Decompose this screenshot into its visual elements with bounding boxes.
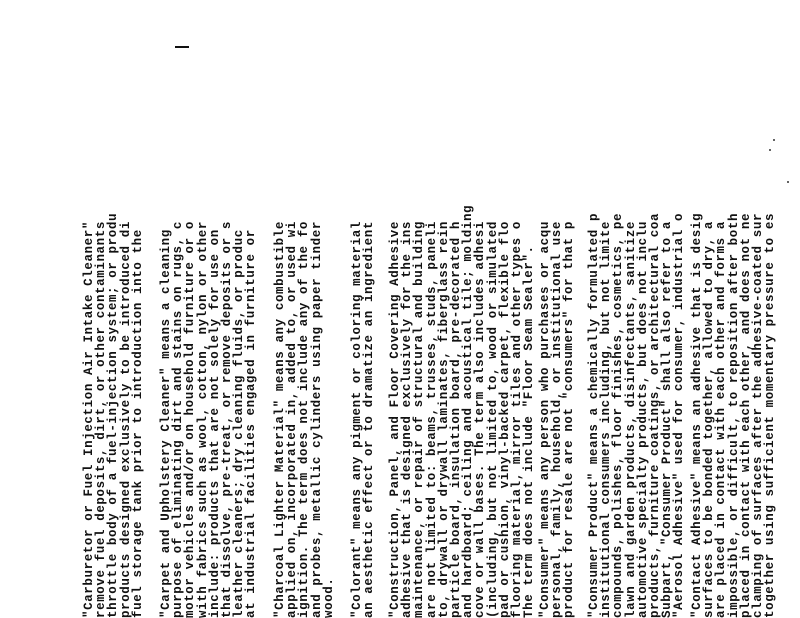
text-line: an aesthetic effect or to dramatize an ingredient (362, 221, 377, 618)
text-line: clamping of surfaces after the adhesive-coated sur (751, 212, 766, 618)
text-line: personal, family, household, or institutional use (550, 221, 565, 618)
text-line: product for resale are not "consumers" for that p (562, 221, 577, 618)
text-line: products designed exclusively to be introduced di (118, 221, 133, 618)
paragraph-construction-adhesive (389, 0, 535, 618)
paragraph-consumer (539, 0, 576, 618)
text-line: compounds, polishes, floor finishes, cosmetics, pe (611, 212, 626, 618)
text-line: "Consumer" means any person who purchases or acqu (538, 221, 552, 618)
text-line: particle board, insulation board, pre-decorated h (449, 221, 464, 618)
rotated-text-block (82, 0, 778, 618)
text-line: fuel storage tank prior to introduction into the (130, 229, 145, 618)
text-line: and probes, metallic cylinders using paper tinder (309, 221, 324, 618)
text-line: "Construction, Panel, and Floor Covering Adhesive (388, 221, 402, 618)
text-line: products, furniture coatings, or architectural coa (648, 212, 663, 618)
text-line: "Aerosol Adhesive" used for consumer, industrial o (672, 212, 687, 618)
text-line: placed in contact with each other, and does not ne (738, 212, 753, 618)
text-line: (including, but not limited to, wood or simulated (485, 221, 500, 618)
paragraph-colorant (351, 0, 375, 618)
text-line: to, drywall or drywall laminates, fiberglass rein (436, 221, 451, 618)
text-line: ignition. The term does not include any of the fo (297, 221, 312, 618)
text-line: leather cleaners; dry cleaning fluids, or produc (232, 229, 247, 618)
text-line: institutional consumers including, but not limite (599, 221, 614, 618)
paragraph-charcoal-lighter-material (274, 0, 335, 618)
text-line: lawn and garden products, disinfectants, sanitize (623, 221, 638, 618)
text-line: "Charcoal Lighter Material" means any combustible (273, 221, 287, 618)
text-line: that dissolve, pre-treat, or remove deposits or s (220, 221, 235, 618)
text-line: wood. (321, 577, 336, 618)
text-line: automotive specialty products, but does not inclu (635, 221, 650, 618)
text-line: throttle body of a fuel-injection system; or produ (106, 212, 121, 618)
paragraph-carpet-upholstery-cleaner (160, 0, 258, 618)
paragraph-contact-adhesive (691, 0, 776, 618)
text-line: together using sufficient momentary pressure to es (763, 212, 778, 618)
text-line: "Carpet and Upholstery Cleaner" means a cleaning (159, 229, 173, 618)
text-line: cove or wall bases. The term also includes adhesi (473, 221, 488, 618)
text-line: "Consumer Product" means a chemically formulated p (587, 212, 601, 618)
text-line: and hardboard; ceiling and acoustical tile; molding (461, 204, 476, 618)
text-line: are not limited to: beams, trusses, studs, paneli (424, 221, 439, 618)
text-line: "Contact Adhesive" means an adhesive that is desig (690, 212, 704, 618)
text-line: purpose of eliminating dirt and stains on rugs, c (171, 221, 186, 618)
text-line: impossible, or difficult, to reposition after both (726, 212, 741, 618)
text-line: are placed in contact with each other and forms a (714, 221, 729, 618)
text-line: "Carburetor or Fuel Injection Air Intake Cleaner" (82, 221, 96, 618)
paragraph-consumer-product (588, 0, 686, 618)
text-line: Subpart, "Consumer Product" shall also refer to a (660, 221, 675, 618)
text-line: adhesive that is designed exclusively for the ins (400, 221, 415, 618)
text-line: include: products that are not solely for use on (207, 229, 222, 618)
text-line: remove fuel deposits, dirt, or other contaminants (94, 221, 109, 618)
paragraph-carburetor-cleaner (83, 0, 144, 618)
text-line: surfaces to be bonded together, allowed to dry, a (702, 221, 717, 618)
speck-mark (787, 181, 789, 183)
text-line: flooring material, mirror tiles and other types o (510, 221, 525, 618)
text-line: maintenance, or repair of structural and building (412, 221, 427, 618)
text-line: The term does not include "Floor Seam Sealer". (522, 245, 537, 618)
text-line: at industrial facilities engaged in furniture or (244, 229, 259, 618)
text-line: "Colorant" means any pigment or coloring material (350, 221, 364, 618)
text-line: applied on, incorporated in, added to, or used wi (285, 221, 300, 618)
text-line: motor vehicles and/or on household furniture or o (183, 221, 198, 618)
text-line: pad or cushion, vinyl-backed carpet, flexible flo (497, 221, 512, 618)
text-line: with fabrics such as wool, cotton, nylon or other (195, 221, 210, 618)
